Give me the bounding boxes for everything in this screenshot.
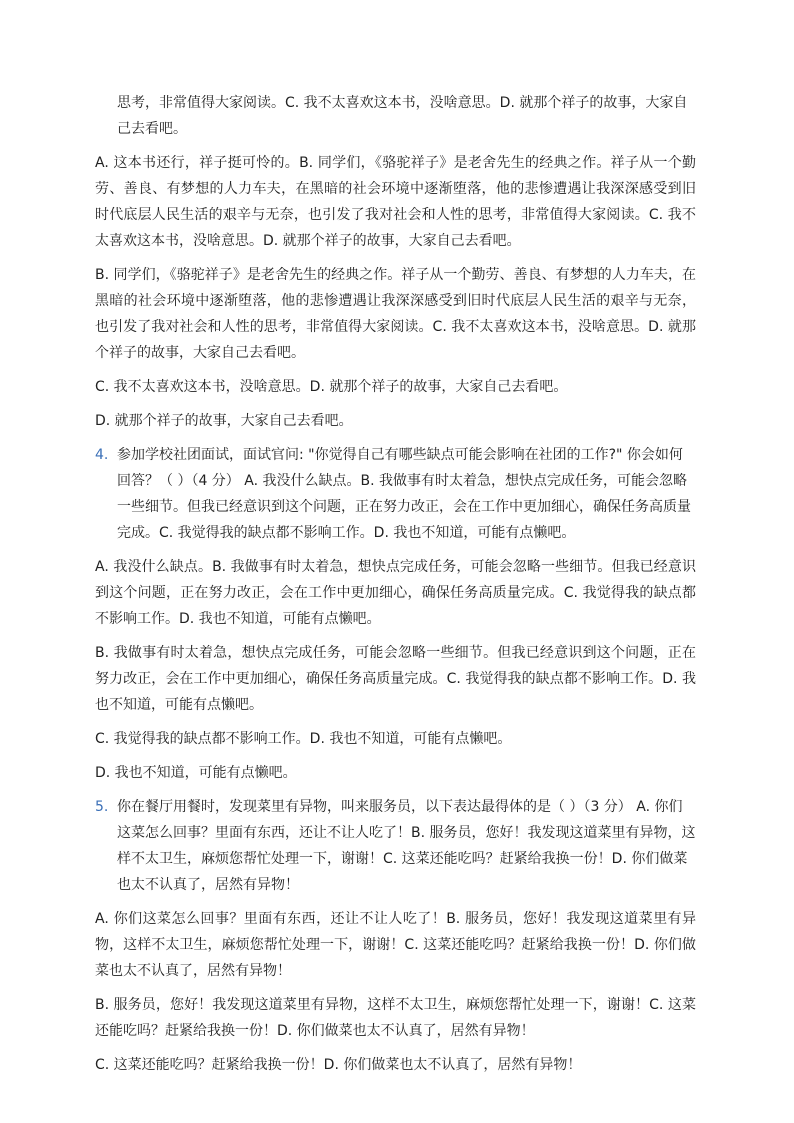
question-5-option-b: B. 服务员，您好！我发现这道菜里有异物，这样不太卫生，麻烦您帮忙处理一下，谢谢！C. 这菜还能吃吗？赶紧给我换一份！D. 你们做菜也太不认真了，居然有异物！	[95, 997, 696, 1039]
question-3-option-c: C. 我不太喜欢这本书，没啥意思。D. 就那个祥子的故事，大家自己去看吧。	[95, 379, 568, 395]
question-5	[95, 794, 696, 898]
question-5-option-a: A. 你们这菜怎么回事？里面有东西，还让不让人吃了！B. 服务员，您好！我发现这道菜里有异物，这样不太卫生，麻烦您帮忙处理一下，谢谢！C. 这菜还能吃吗？赶紧给我换一份！D. 你们做菜也太不认真了，居然有异物！	[95, 911, 696, 979]
question-4-option-a: A. 我没什么缺点。B. 我做事有时太着急，想快点完成任务，可能会忽略一些细节。但我已经意识到这个问题，正在努力改正，会在工作中更加细心，确保任务高质量完成。C. 我觉得我的缺点都不影响工作。D. 我也不知道，可能有点懒吧。	[95, 559, 696, 627]
question-3-option-a: A. 这本书还行，祥子挺可怜的。B. 同学们，《骆驼祥子》是老舍先生的经典之作。祥子从一个勤劳、善良、有梦想的人力车夫，在黑暗的社会环境中逐渐堕落，他的悲惨遭遇让我深深感受到旧时代底层人民生活的艰辛与无奈，也引发了我对社会和人性的思考，非常值得大家阅读。C. 我不太喜欢这本书，没啥意思。D. 就那个祥子的故事，大家自己去看吧。	[95, 155, 696, 249]
question-4-stem: 参加学校社团面试，面试官问: "你觉得自己有哪些缺点可能会影响在社团的工作?" 你会如何回答？（ ）（4 分） A. 我没什么缺点。B. 我做事有时太着急，想快点完成任务，可能会忽略一些细节。但我已经意识到这个问题，正在努力改正，会在工作中更加细心，确保任务高质量完成。C. 我觉得我的缺点都不影响工作。D. 我也不知道，可能有点懒吧。	[117, 447, 691, 541]
question-4-number: 4.	[95, 447, 109, 463]
question-4-option-d: D. 我也不知道，可能有点懒吧。	[95, 765, 297, 781]
question-4-option-b: B. 我做事有时太着急，想快点完成任务，可能会忽略一些细节。但我已经意识到这个问题，正在努力改正，会在工作中更加细心，确保任务高质量完成。C. 我觉得我的缺点都不影响工作。D. 我也不知道，可能有点懒吧。	[95, 645, 696, 713]
question-5-number: 5.	[95, 799, 109, 815]
question-5-option-c: C. 这菜还能吃吗？赶紧给我换一份！D. 你们做菜也太不认真了，居然有异物！	[95, 1057, 582, 1073]
question-5-stem: 你在餐厅用餐时，发现菜里有异物，叫来服务员，以下表达最得体的是（ ）（3 分） A. 你们这菜怎么回事？里面有东西，还让不让人吃了！B. 服务员，您好！我发现这道菜里有异物，这样不太卫生，麻烦您帮忙处理一下，谢谢！C. 这菜还能吃吗？赶紧给我换一份！D. 你们做菜也太不认真了，居然有异物！	[117, 799, 696, 893]
question-3-option-b: B. 同学们，《骆驼祥子》是老舍先生的经典之作。祥子从一个勤劳、善良、有梦想的人力车夫，在黑暗的社会环境中逐渐堕落，他的悲惨遭遇让我深深感受到旧时代底层人民生活的艰辛与无奈，也引发了我对社会和人性的思考，非常值得大家阅读。C. 我不太喜欢这本书，没啥意思。D. 就那个祥子的故事，大家自己去看吧。	[95, 267, 696, 361]
question-4	[95, 442, 696, 546]
question-4-option-c: C. 我觉得我的缺点都不影响工作。D. 我也不知道，可能有点懒吧。	[95, 731, 512, 747]
question-3-stem-continuation: 思考，非常值得大家阅读。C. 我不太喜欢这本书，没啥意思。D. 就那个祥子的故事，大家自己去看吧。	[117, 95, 688, 137]
question-3-option-d: D. 就那个祥子的故事，大家自己去看吧。	[95, 413, 353, 429]
